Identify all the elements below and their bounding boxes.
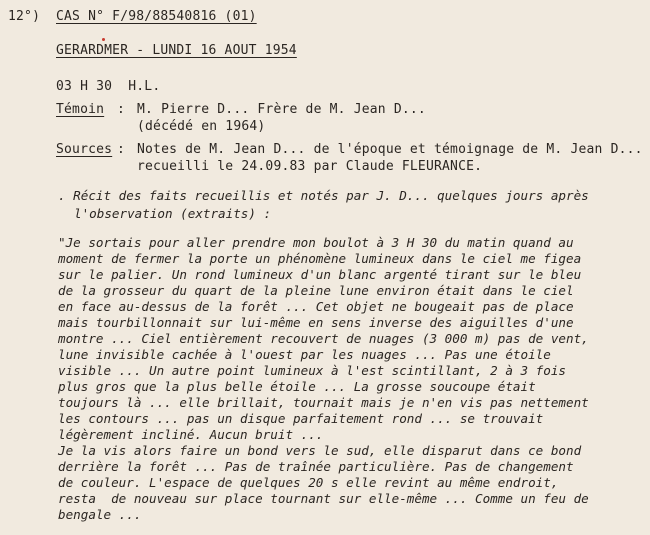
narrative-line: plus gros que la plus belle étoile ... La grosse soucoupe était — [58, 379, 536, 394]
sources-colon: : — [117, 142, 126, 157]
temoin-line-2: (décédé en 1964) — [137, 119, 266, 134]
narrative-line: visible ... Un autre point lumineux à l'est scintillant, 2 à 3 fois — [58, 363, 566, 378]
time-of-observation: 03 H 30 H.L. — [56, 79, 161, 94]
narrative-line: montre ... Ciel entièrement recouvert de nuages (3 000 m) pas de vent, — [58, 331, 589, 346]
narrative-line: les contours ... pas un disque parfaitement rond ... se trouvait — [58, 411, 544, 426]
sources-label: Sources — [56, 142, 113, 157]
sources-line-1: Notes de M. Jean D... de l'époque et témoignage de M. Jean D... — [137, 142, 643, 157]
sources-line-2: recueilli le 24.09.83 par Claude FLEURANCE. — [137, 159, 483, 174]
narrative-line: derrière la forêt ... Pas de traînée particulière. Pas de changement — [58, 459, 574, 474]
temoin-line-1: M. Pierre D... Frère de M. Jean D... — [137, 102, 426, 117]
location-date: GERARDMER - LUNDI 16 AOUT 1954 — [56, 43, 297, 58]
narrative-line: moment de fermer la porte un phénomène lumineux dans le ciel me figea — [58, 251, 582, 266]
case-label: CAS N° F/98/88540816 (01) — [56, 9, 257, 24]
narrative-line: toujours là ... elle brillait, tournait mais je n'en vis pas nettement — [58, 395, 589, 410]
narrative-line: de la grosseur du quart de la pleine lune environ était dans le ciel — [58, 283, 574, 298]
narrative-line: légèrement incliné. Aucun bruit ... — [58, 427, 324, 442]
narrative-line: lune invisible cachée à l'ouest par les nuages ... Pas une étoile — [58, 347, 551, 362]
narrative-line: sur le palier. Un rond lumineux d'un blanc argenté tirant sur le bleu — [58, 267, 582, 282]
temoin-label: Témoin — [56, 102, 105, 117]
narrative-line: "Je sortais pour aller prendre mon boulot à 3 H 30 du matin quand au — [58, 235, 574, 250]
narrative-line: bengale ... — [58, 507, 142, 522]
intro-line-1: . Récit des faits recueillis et notés par J. D... quelques jours après — [58, 188, 589, 203]
narrative-line: mais tourbillonnait sur lui-même en sens inverse des aiguilles d'une — [58, 315, 574, 330]
intro-line-2: l'observation (extraits) : — [74, 206, 272, 221]
narrative-line: de couleur. L'espace de quelques 20 s elle revint au même endroit, — [58, 475, 559, 490]
narrative-line: en face au-dessus de la forêt ... Cet objet ne bougeait pas de place — [58, 299, 574, 314]
narrative-line: resta de nouveau sur place tournant sur elle-même ... Comme un feu de — [58, 491, 589, 506]
temoin-colon: : — [117, 102, 126, 117]
narrative-line: Je la vis alors faire un bond vers le sud, elle disparut dans ce bond — [58, 443, 582, 458]
case-number-prefix: 12°) — [8, 9, 41, 24]
red-ink-mark — [102, 38, 105, 41]
